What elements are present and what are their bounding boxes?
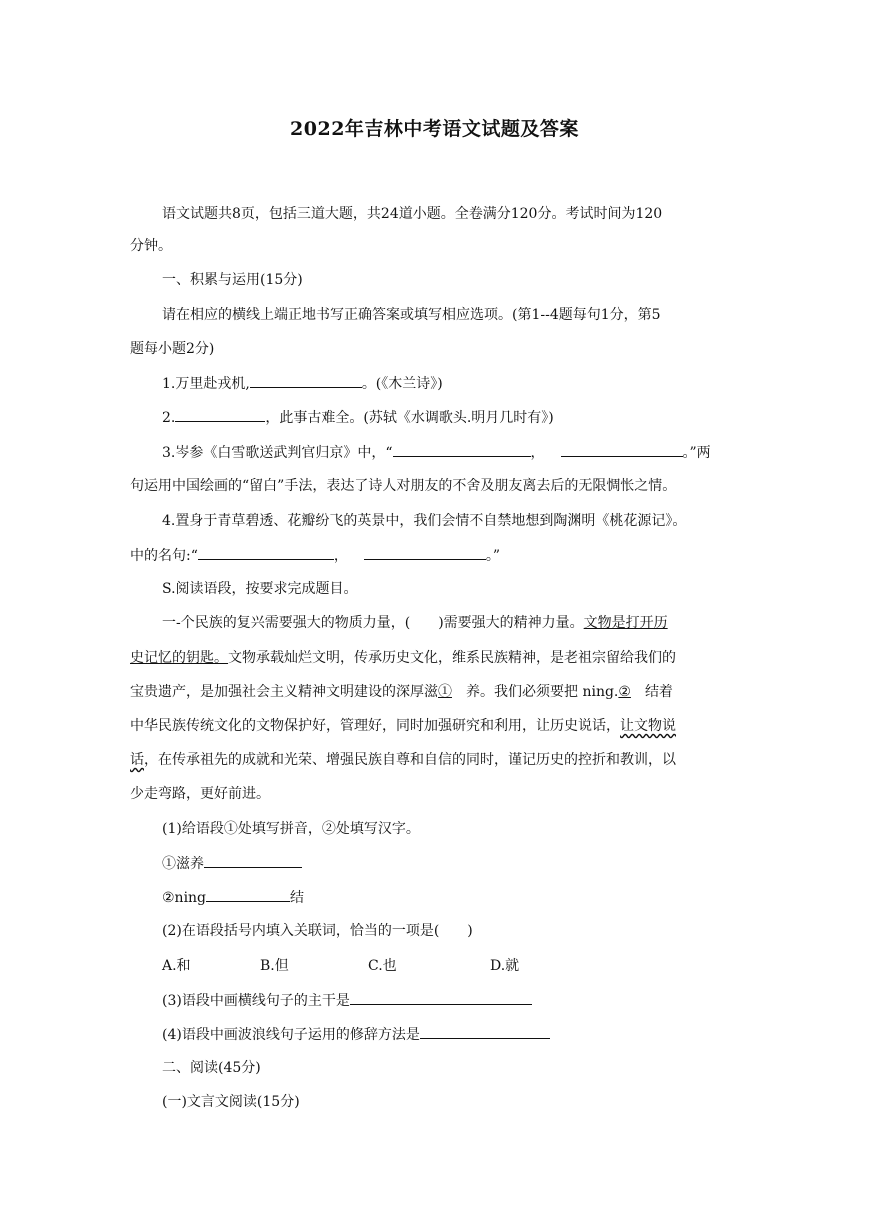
- page-title: 2022年吉林中考语文试题及答案: [290, 118, 579, 140]
- answer-blank[interactable]: [364, 545, 486, 560]
- question-1-text: 1.万里赴戎机,: [162, 376, 250, 392]
- question-3-line-2: 句运用中国绘画的“留白”手法，表达了诗人对朋友的不舍及朋友离去后的无限惆怅之情。: [130, 478, 677, 494]
- passage-line-5: [130, 750, 730, 770]
- answer-blank[interactable]: [198, 545, 334, 560]
- passage-text: 文物承载灿烂文明，传承历史文化，维系民族精神，是老祖宗留给我们的: [228, 650, 676, 666]
- passage-text: ，在传承祖先的成就和光荣、增强民族自尊和自信的同时，谨记历史的控折和教训，以: [144, 752, 676, 768]
- question-4-lead: 中的名句:“: [130, 548, 198, 564]
- wavy-sentence: 让文物说: [620, 718, 676, 734]
- subquestion-4: [162, 1024, 730, 1045]
- subquestion-1a: [162, 853, 730, 874]
- underlined-sentence: 史记忆的钥匙。: [130, 650, 228, 666]
- question-3-comma: ，: [530, 445, 545, 461]
- answer-blank[interactable]: [175, 407, 265, 422]
- question-3-end: 。”两: [682, 445, 711, 461]
- answer-blank[interactable]: [204, 853, 302, 868]
- question-3-text: 3.岑参《白雪歌送武判官归京》中，“: [162, 445, 393, 461]
- question-4-line-1: 4.置身于青草碧透、花瓣纷飞的英景中，我们会情不自禁地想到陶渊明《桃花源记》。: [162, 513, 687, 529]
- passage-text: 养。我们必须要把 ning.: [466, 684, 619, 700]
- passage-line-4: [130, 716, 730, 736]
- passage-text: 结着: [644, 684, 673, 700]
- passage-line-3: [130, 682, 730, 702]
- intro-line-2: 分钟。: [130, 238, 172, 254]
- intro-line-1: 语文试题共8页，包括三道大题，共24道小题。全卷满分120分。考试时间为120: [162, 206, 663, 222]
- option-d[interactable]: D.就: [490, 958, 520, 974]
- passage-text: 宝贵遗产，是加强社会主义精神文明建设的深厚滋: [130, 684, 438, 700]
- answer-blank[interactable]: [206, 887, 290, 902]
- question-2-text: ，此事古难全。(苏轼《水调歌头.明月几时有》): [265, 410, 554, 426]
- option-c[interactable]: C.也: [368, 958, 397, 974]
- marker-1: ①: [438, 684, 452, 700]
- option-b[interactable]: B.但: [260, 958, 289, 974]
- subquestion-1a-label: ①滋养: [162, 856, 204, 872]
- passage-text: 一-个民族的复兴需要强大的物质力量，( )需要强大的精神力量。: [162, 615, 584, 631]
- subquestion-1b: [162, 887, 730, 908]
- subquestion-1b-suffix: 结: [290, 890, 305, 906]
- subquestion-2: (2)在语段括号内填入关联词，恰当的一项是( ): [162, 923, 473, 939]
- question-3: [162, 442, 730, 463]
- subquestion-3: [162, 990, 730, 1011]
- answer-blank[interactable]: [350, 990, 532, 1005]
- passage-line-1: [162, 613, 730, 633]
- subquestion-4-text: (4)语段中画波浪线句子运用的修辞方法是: [162, 1027, 420, 1043]
- instruction-line-2: 题每小题2分): [130, 341, 215, 357]
- passage-line-6: 少走弯路，更好前进。: [130, 786, 270, 802]
- question-5: S.阅读语段，按要求完成题目。: [162, 581, 358, 597]
- subquestion-1: (1)给语段①处填写拼音，②处填写汉字。: [162, 821, 420, 837]
- question-4-comma: ，: [333, 548, 348, 564]
- wavy-sentence: 话: [130, 752, 144, 768]
- option-a[interactable]: A.和: [162, 958, 191, 974]
- underlined-sentence: 文物是打开历: [583, 615, 668, 631]
- question-1-source: 。(《木兰诗》): [361, 376, 443, 392]
- answer-blank[interactable]: [250, 373, 362, 388]
- answer-blank[interactable]: [561, 442, 683, 457]
- passage-text: 中华民族传统文化的文物保护好，管理好，同时加强研究和利用，让历史说话，: [130, 718, 620, 734]
- section-heading-2: 二、阅读(45分): [162, 1060, 261, 1076]
- question-1: [162, 373, 730, 394]
- passage-line-2: [130, 648, 730, 668]
- question-4-line-2: [130, 545, 730, 566]
- question-4-end: 。”: [485, 548, 501, 564]
- subquestion-3-text: (3)语段中画横线句子的主干是: [162, 993, 350, 1009]
- options-row: [162, 956, 730, 976]
- answer-blank[interactable]: [393, 442, 531, 457]
- subquestion-1b-label: ②ning: [162, 890, 207, 906]
- marker-2: ②: [618, 684, 631, 700]
- question-2: [162, 407, 730, 428]
- question-2-number: 2.: [162, 410, 176, 426]
- answer-blank[interactable]: [420, 1024, 550, 1039]
- section-heading-1: 一、积累与运用(15分): [162, 272, 303, 288]
- section-heading-2a: (一)文言文阅读(15分): [162, 1094, 300, 1110]
- instruction-line-1: 请在相应的横线上端正地书写正确答案或填写相应选项。(第1--4题每句1分，第5: [162, 307, 661, 323]
